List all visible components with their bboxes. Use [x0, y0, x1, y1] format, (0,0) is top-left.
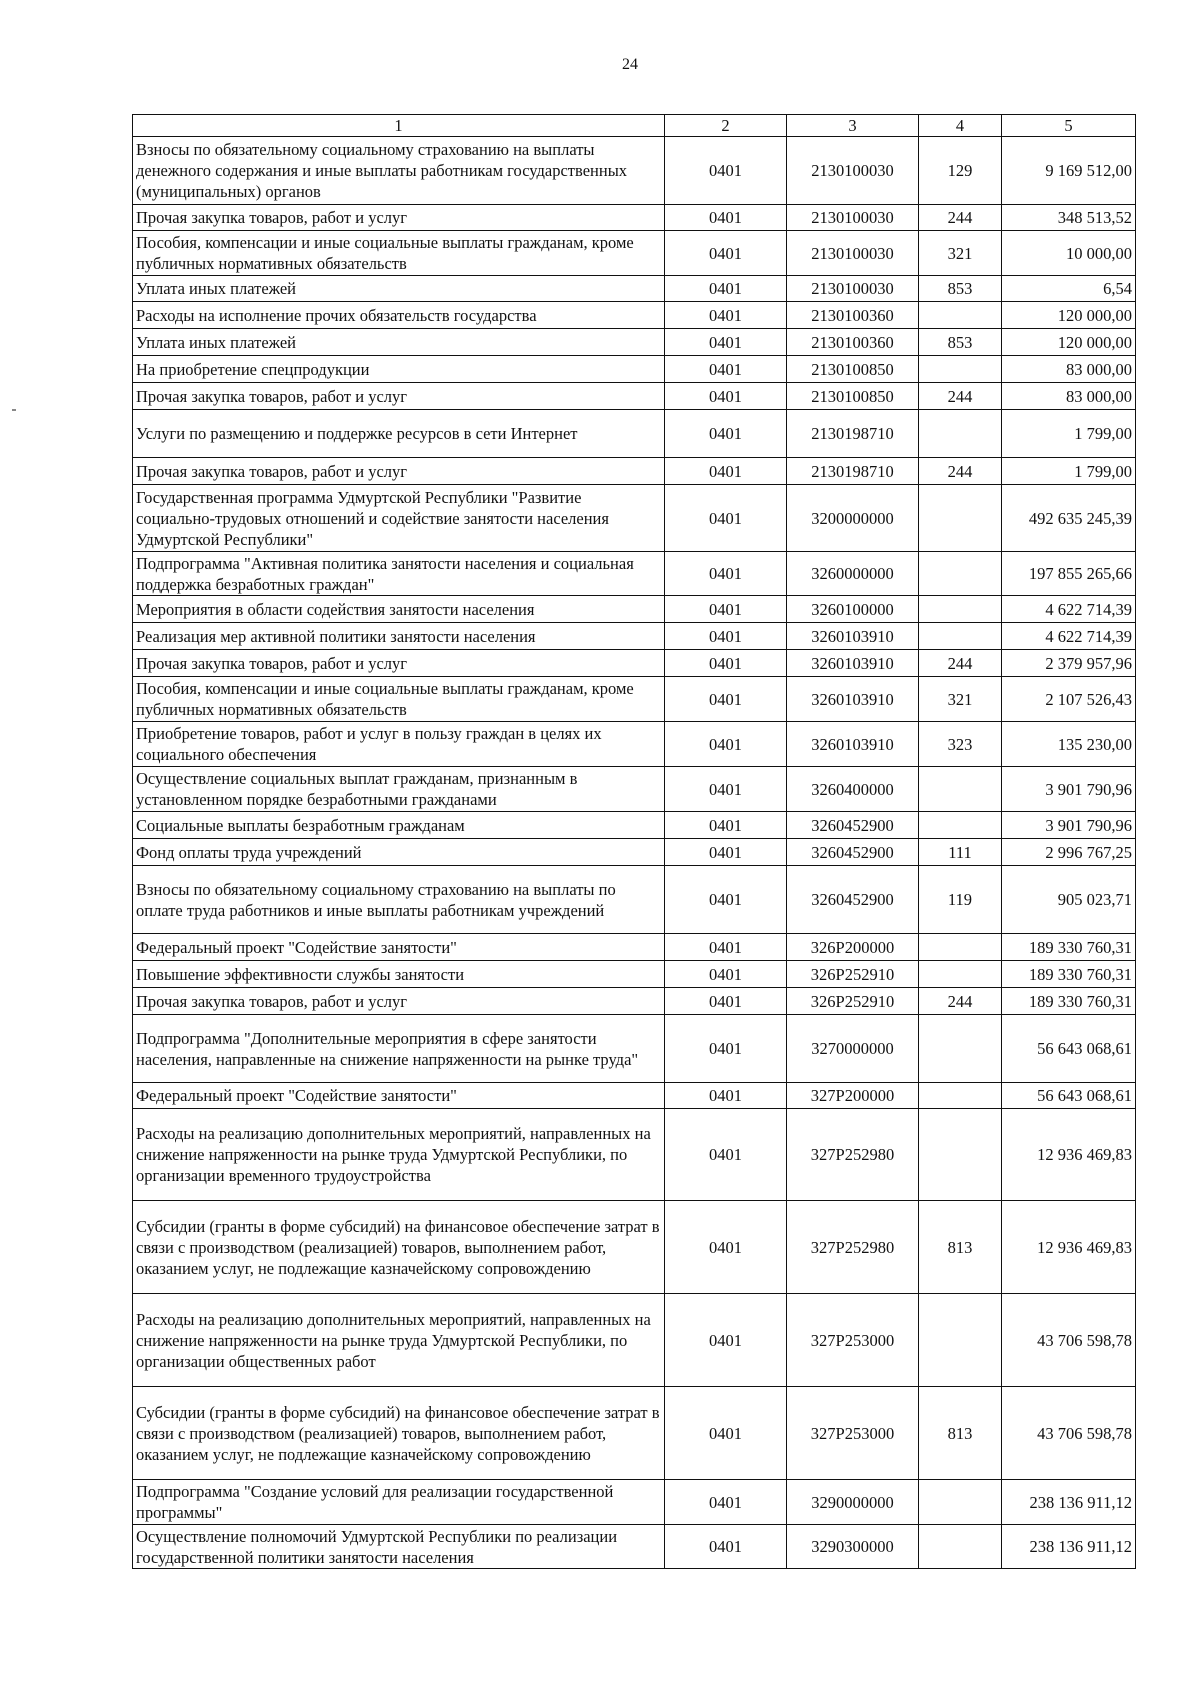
row-name-cell: Пособия, компенсации и иные социальные выплаты гражданам, кроме публичных нормативных обязательств: [133, 677, 665, 722]
table-row: [133, 356, 1136, 383]
row-kind-cell: 244: [919, 650, 1002, 677]
row-kind-cell: 323: [919, 722, 1002, 767]
row-amount-cell: 56 643 068,61: [1002, 1015, 1136, 1083]
row-kind-cell: [919, 1525, 1002, 1569]
row-name-cell: Уплата иных платежей: [133, 276, 665, 302]
row-amount-cell: 6,54: [1002, 276, 1136, 302]
row-name-cell: Субсидии (гранты в форме субсидий) на финансовое обеспечение затрат в связи с производством (реализацией) товаров, выполнением работ, оказанием услуг, не подлежащие казначейскому сопровождению: [133, 1201, 665, 1294]
table-row: [133, 650, 1136, 677]
row-amount-cell: 43 706 598,78: [1002, 1387, 1136, 1480]
row-kind-cell: 813: [919, 1387, 1002, 1480]
row-section-cell: 0401: [665, 866, 787, 934]
row-section-cell: 0401: [665, 276, 787, 302]
row-section-cell: 0401: [665, 677, 787, 722]
row-section-cell: 0401: [665, 383, 787, 410]
row-article-cell: 2130198710: [787, 458, 919, 485]
row-kind-cell: 853: [919, 329, 1002, 356]
row-kind-cell: 119: [919, 866, 1002, 934]
row-section-cell: 0401: [665, 485, 787, 552]
table-row: [133, 1109, 1136, 1201]
row-kind-cell: [919, 596, 1002, 623]
row-name-cell: Федеральный проект "Содействие занятости": [133, 1083, 665, 1109]
row-amount-cell: 83 000,00: [1002, 356, 1136, 383]
row-name-cell: Фонд оплаты труда учреждений: [133, 839, 665, 866]
table-row: [133, 623, 1136, 650]
row-kind-cell: [919, 1083, 1002, 1109]
table-row: [133, 934, 1136, 961]
row-name-cell: Субсидии (гранты в форме субсидий) на финансовое обеспечение затрат в связи с производством (реализацией) товаров, выполнением работ, оказанием услуг, не подлежащие казначейскому сопровождению: [133, 1387, 665, 1480]
row-article-cell: 3260100000: [787, 596, 919, 623]
row-article-cell: 3200000000: [787, 485, 919, 552]
row-article-cell: 3260103910: [787, 722, 919, 767]
row-amount-cell: 135 230,00: [1002, 722, 1136, 767]
row-kind-cell: [919, 356, 1002, 383]
row-section-cell: 0401: [665, 1387, 787, 1480]
table-row: [133, 485, 1136, 552]
row-article-cell: 2130100030: [787, 137, 919, 205]
table-row: [133, 276, 1136, 302]
row-kind-cell: 244: [919, 988, 1002, 1015]
page-number: 24: [622, 56, 638, 73]
row-article-cell: 2130100030: [787, 276, 919, 302]
row-amount-cell: 492 635 245,39: [1002, 485, 1136, 552]
column-header-name: 1: [133, 115, 665, 137]
row-name-cell: Прочая закупка товаров, работ и услуг: [133, 988, 665, 1015]
row-amount-cell: 120 000,00: [1002, 329, 1136, 356]
row-amount-cell: 3 901 790,96: [1002, 812, 1136, 839]
row-kind-cell: [919, 485, 1002, 552]
row-kind-cell: 244: [919, 458, 1002, 485]
row-article-cell: 2130198710: [787, 410, 919, 458]
row-kind-cell: [919, 812, 1002, 839]
row-amount-cell: 2 107 526,43: [1002, 677, 1136, 722]
row-article-cell: 3260103910: [787, 677, 919, 722]
row-amount-cell: 12 936 469,83: [1002, 1201, 1136, 1294]
table-row: [133, 552, 1136, 596]
row-section-cell: 0401: [665, 356, 787, 383]
row-name-cell: Уплата иных платежей: [133, 329, 665, 356]
row-section-cell: 0401: [665, 961, 787, 988]
row-section-cell: 0401: [665, 623, 787, 650]
row-name-cell: Взносы по обязательному социальному страхованию на выплаты денежного содержания и иные выплаты работникам государственных (муниципальных) органов: [133, 137, 665, 205]
row-name-cell: Прочая закупка товаров, работ и услуг: [133, 383, 665, 410]
row-section-cell: 0401: [665, 410, 787, 458]
row-section-cell: 0401: [665, 1294, 787, 1387]
table-row: [133, 302, 1136, 329]
row-amount-cell: 197 855 265,66: [1002, 552, 1136, 596]
row-article-cell: 3260103910: [787, 623, 919, 650]
row-section-cell: 0401: [665, 839, 787, 866]
row-name-cell: Прочая закупка товаров, работ и услуг: [133, 650, 665, 677]
row-amount-cell: 12 936 469,83: [1002, 1109, 1136, 1201]
row-section-cell: 0401: [665, 596, 787, 623]
row-section-cell: 0401: [665, 302, 787, 329]
row-article-cell: 327P252980: [787, 1201, 919, 1294]
row-article-cell: 3260400000: [787, 767, 919, 812]
row-kind-cell: 111: [919, 839, 1002, 866]
header-row: [133, 115, 1136, 137]
column-header-section: 2: [665, 115, 787, 137]
row-kind-cell: [919, 961, 1002, 988]
row-kind-cell: 321: [919, 677, 1002, 722]
row-section-cell: 0401: [665, 767, 787, 812]
row-section-cell: 0401: [665, 1525, 787, 1569]
row-article-cell: 326P200000: [787, 934, 919, 961]
row-kind-cell: 244: [919, 383, 1002, 410]
table-row: [133, 1480, 1136, 1525]
row-name-cell: Государственная программа Удмуртской Республики "Развитие социально-трудовых отношений и содействие занятости населения Удмуртской Республики": [133, 485, 665, 552]
row-kind-cell: [919, 1480, 1002, 1525]
row-name-cell: Услуги по размещению и поддержке ресурсов в сети Интернет: [133, 410, 665, 458]
table-row: [133, 329, 1136, 356]
row-amount-cell: 43 706 598,78: [1002, 1294, 1136, 1387]
table-row: [133, 205, 1136, 231]
row-amount-cell: 120 000,00: [1002, 302, 1136, 329]
row-kind-cell: [919, 410, 1002, 458]
scan-speck: [12, 409, 16, 411]
table-row: [133, 231, 1136, 276]
row-section-cell: 0401: [665, 1480, 787, 1525]
row-kind-cell: [919, 1294, 1002, 1387]
row-section-cell: 0401: [665, 205, 787, 231]
budget-table: [132, 114, 1136, 1569]
column-header-article: 3: [787, 115, 919, 137]
row-section-cell: 0401: [665, 552, 787, 596]
row-article-cell: 2130100850: [787, 383, 919, 410]
row-article-cell: 326P252910: [787, 961, 919, 988]
row-article-cell: 2130100030: [787, 231, 919, 276]
table-row: [133, 1083, 1136, 1109]
row-section-cell: 0401: [665, 722, 787, 767]
table-row: [133, 839, 1136, 866]
row-article-cell: 326P252910: [787, 988, 919, 1015]
row-section-cell: 0401: [665, 988, 787, 1015]
row-amount-cell: 56 643 068,61: [1002, 1083, 1136, 1109]
row-section-cell: 0401: [665, 458, 787, 485]
column-header-amount: 5: [1002, 115, 1136, 137]
row-name-cell: Подпрограмма "Активная политика занятости населения и социальная поддержка безработных граждан": [133, 552, 665, 596]
row-amount-cell: 2 996 767,25: [1002, 839, 1136, 866]
row-kind-cell: 244: [919, 205, 1002, 231]
table-row: [133, 137, 1136, 205]
row-name-cell: Расходы на исполнение прочих обязательств государства: [133, 302, 665, 329]
row-kind-cell: [919, 767, 1002, 812]
row-amount-cell: 3 901 790,96: [1002, 767, 1136, 812]
row-amount-cell: 1 799,00: [1002, 458, 1136, 485]
row-article-cell: 2130100360: [787, 302, 919, 329]
row-name-cell: Мероприятия в области содействия занятости населения: [133, 596, 665, 623]
row-amount-cell: 2 379 957,96: [1002, 650, 1136, 677]
row-amount-cell: 189 330 760,31: [1002, 961, 1136, 988]
row-name-cell: Прочая закупка товаров, работ и услуг: [133, 458, 665, 485]
row-amount-cell: 348 513,52: [1002, 205, 1136, 231]
table-row: [133, 1294, 1136, 1387]
row-article-cell: 3260452900: [787, 839, 919, 866]
table-row: [133, 596, 1136, 623]
table-row: [133, 961, 1136, 988]
row-amount-cell: 189 330 760,31: [1002, 934, 1136, 961]
row-name-cell: Реализация мер активной политики занятости населения: [133, 623, 665, 650]
row-kind-cell: [919, 1015, 1002, 1083]
table-row: [133, 410, 1136, 458]
row-amount-cell: 238 136 911,12: [1002, 1480, 1136, 1525]
row-name-cell: Пособия, компенсации и иные социальные выплаты гражданам, кроме публичных нормативных обязательств: [133, 231, 665, 276]
table-row: [133, 458, 1136, 485]
row-section-cell: 0401: [665, 329, 787, 356]
row-name-cell: Социальные выплаты безработным гражданам: [133, 812, 665, 839]
row-name-cell: На приобретение спецпродукции: [133, 356, 665, 383]
row-amount-cell: 238 136 911,12: [1002, 1525, 1136, 1569]
row-kind-cell: [919, 1109, 1002, 1201]
row-amount-cell: 905 023,71: [1002, 866, 1136, 934]
row-amount-cell: 1 799,00: [1002, 410, 1136, 458]
row-kind-cell: 129: [919, 137, 1002, 205]
row-amount-cell: 4 622 714,39: [1002, 596, 1136, 623]
row-section-cell: 0401: [665, 137, 787, 205]
table-row: [133, 1201, 1136, 1294]
row-section-cell: 0401: [665, 1201, 787, 1294]
table-row: [133, 812, 1136, 839]
table-row: [133, 1387, 1136, 1480]
table-row: [133, 988, 1136, 1015]
row-name-cell: Осуществление полномочий Удмуртской Республики по реализации государственной политики занятости населения: [133, 1525, 665, 1569]
row-section-cell: 0401: [665, 1083, 787, 1109]
row-section-cell: 0401: [665, 1109, 787, 1201]
row-section-cell: 0401: [665, 231, 787, 276]
row-article-cell: 3260452900: [787, 812, 919, 839]
table-row: [133, 1525, 1136, 1569]
row-article-cell: 327P252980: [787, 1109, 919, 1201]
row-article-cell: 3290300000: [787, 1525, 919, 1569]
row-kind-cell: [919, 934, 1002, 961]
row-amount-cell: 4 622 714,39: [1002, 623, 1136, 650]
row-section-cell: 0401: [665, 650, 787, 677]
column-header-kind: 4: [919, 115, 1002, 137]
row-name-cell: Повышение эффективности службы занятости: [133, 961, 665, 988]
row-amount-cell: 10 000,00: [1002, 231, 1136, 276]
row-name-cell: Прочая закупка товаров, работ и услуг: [133, 205, 665, 231]
row-article-cell: 2130100030: [787, 205, 919, 231]
row-article-cell: 327P253000: [787, 1387, 919, 1480]
row-article-cell: 3290000000: [787, 1480, 919, 1525]
row-article-cell: 3260103910: [787, 650, 919, 677]
row-name-cell: Подпрограмма "Создание условий для реализации государственной программы": [133, 1480, 665, 1525]
row-name-cell: Федеральный проект "Содействие занятости": [133, 934, 665, 961]
row-name-cell: Взносы по обязательному социальному страхованию на выплаты по оплате труда работников и иные выплаты работникам учреждений: [133, 866, 665, 934]
table-row: [133, 383, 1136, 410]
row-name-cell: Расходы на реализацию дополнительных мероприятий, направленных на снижение напряженности на рынке труда Удмуртской Республики, по организации временного трудоустройства: [133, 1109, 665, 1201]
row-section-cell: 0401: [665, 1015, 787, 1083]
row-kind-cell: [919, 623, 1002, 650]
row-kind-cell: 813: [919, 1201, 1002, 1294]
row-section-cell: 0401: [665, 812, 787, 839]
row-article-cell: 327P253000: [787, 1294, 919, 1387]
table-row: [133, 1015, 1136, 1083]
row-kind-cell: 853: [919, 276, 1002, 302]
row-article-cell: 327P200000: [787, 1083, 919, 1109]
row-article-cell: 2130100850: [787, 356, 919, 383]
row-article-cell: 3270000000: [787, 1015, 919, 1083]
row-name-cell: Подпрограмма "Дополнительные мероприятия в сфере занятости населения, направленные на снижение напряженности на рынке труда": [133, 1015, 665, 1083]
table-row: [133, 767, 1136, 812]
table-row: [133, 677, 1136, 722]
row-article-cell: 3260452900: [787, 866, 919, 934]
row-amount-cell: 83 000,00: [1002, 383, 1136, 410]
row-article-cell: 2130100360: [787, 329, 919, 356]
table-row: [133, 722, 1136, 767]
row-amount-cell: 9 169 512,00: [1002, 137, 1136, 205]
table-row: [133, 866, 1136, 934]
row-name-cell: Приобретение товаров, работ и услуг в пользу граждан в целях их социального обеспечения: [133, 722, 665, 767]
row-kind-cell: 321: [919, 231, 1002, 276]
row-kind-cell: [919, 552, 1002, 596]
row-section-cell: 0401: [665, 934, 787, 961]
row-kind-cell: [919, 302, 1002, 329]
row-article-cell: 3260000000: [787, 552, 919, 596]
row-amount-cell: 189 330 760,31: [1002, 988, 1136, 1015]
row-name-cell: Расходы на реализацию дополнительных мероприятий, направленных на снижение напряженности на рынке труда Удмуртской Республики, по организации общественных работ: [133, 1294, 665, 1387]
row-name-cell: Осуществление социальных выплат гражданам, признанным в установленном порядке безработными гражданами: [133, 767, 665, 812]
